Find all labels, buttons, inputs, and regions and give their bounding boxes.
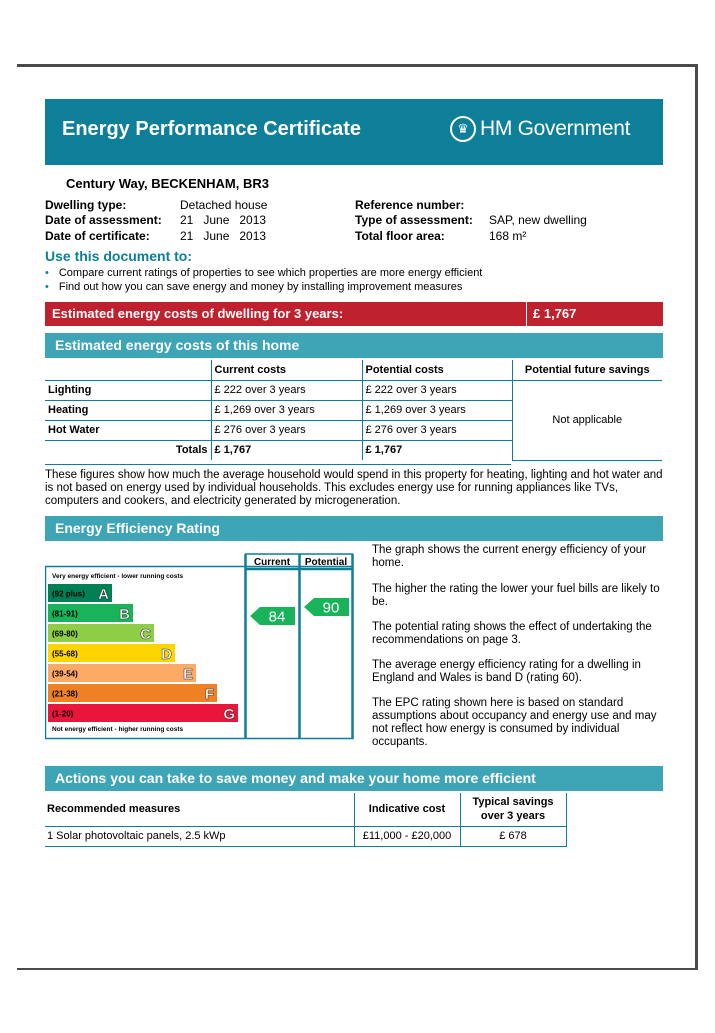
band-range-label: (69-80): [52, 629, 78, 639]
costs-row-label: Lighting: [48, 384, 92, 396]
assessment-type-label: Type of assessment:: [355, 213, 473, 227]
costs-totals-potential: £ 1,767: [362, 440, 512, 460]
band-range-label: (39-54): [52, 669, 78, 679]
costs-header-savings: Potential future savings: [512, 360, 662, 380]
estimated-cost-label: Estimated energy costs of dwelling for 3 years:: [52, 306, 344, 321]
costs-row-potential: £ 276 over 3 years: [362, 420, 512, 440]
costs-row-current: £ 276 over 3 years: [211, 420, 362, 440]
band-range-label: (21-38): [52, 689, 78, 699]
rating-description: The potential rating shows the effect of undertaking the recommendations on page 3.: [372, 621, 652, 646]
dwelling-type-value: Detached house: [180, 198, 268, 212]
floor-area-label: Total floor area:: [355, 229, 445, 243]
measure-name: 1 Solar photovoltaic panels, 2.5 kWp: [45, 826, 354, 846]
band-range-label: (1-20): [52, 709, 74, 719]
band-range-label: (55-68): [52, 649, 78, 659]
potential-column-header: Potential: [304, 557, 348, 568]
band-letter: G: [223, 706, 235, 723]
use-bullet-text: Compare current ratings of properties to see which properties are more energy efficient: [58, 267, 483, 279]
costs-header-blank: [45, 360, 211, 380]
band-letter: C: [140, 626, 151, 643]
bullet-icon: •: [45, 281, 49, 293]
estimated-cost-value: £ 1,767: [533, 306, 577, 321]
top-caption: Very energy efficient - lower running costs: [52, 573, 184, 580]
band-range-label: (92 plus): [52, 589, 85, 599]
costs-row-current: £ 222 over 3 years: [211, 380, 362, 400]
costs-row-potential: £ 222 over 3 years: [362, 380, 512, 400]
band-g: [48, 704, 238, 722]
costs-totals-current: £ 1,767: [211, 440, 362, 460]
costs-savings-value: Not applicable: [512, 380, 662, 460]
band-range-label: (81-91): [52, 609, 78, 619]
royal-crest-icon: ♛: [450, 116, 476, 142]
assessment-date-value: 21 June 2013: [180, 213, 267, 227]
measures-header-cost: Indicative cost: [354, 793, 460, 826]
page-frame-right: [695, 64, 698, 970]
costs-row-current: £ 1,269 over 3 years: [211, 400, 362, 420]
costs-row-label: Heating: [48, 404, 89, 416]
measures-header-saving: Typical savings over 3 years: [460, 793, 566, 826]
rating-description: The average energy efficiency rating for a dwelling in England and Wales is band D (rating 60).: [372, 659, 641, 684]
property-address: Century Way, BECKENHAM, BR3: [66, 176, 269, 191]
reference-number-label: Reference number:: [355, 198, 465, 212]
rating-description: The EPC rating shown here is based on standard assumptions about occupancy and energy use and may not reflect how energy is consumed by individual occupants.: [372, 697, 657, 748]
efficiency-section-title: Energy Efficiency Rating: [55, 520, 220, 536]
costs-row-potential: £ 1,269 over 3 years: [362, 400, 512, 420]
costs-header-current: Current costs: [211, 360, 362, 380]
hm-government-label: HM Government: [480, 117, 631, 140]
use-bullet: [45, 267, 482, 279]
costs-table-label-rule: [45, 380, 211, 381]
band-letter: A: [98, 586, 109, 603]
costs-totals-label: Totals: [175, 444, 208, 457]
rating-description: The higher the rating the lower your fuel bills are likely to be.: [372, 583, 660, 608]
use-bullet-text: Find out how you can save energy and money by installing improvement measures: [58, 281, 463, 293]
certificate-date-value: 21 June 2013: [180, 229, 267, 243]
measures-table: [45, 793, 567, 847]
efficiency-rating-graph: [45, 552, 355, 740]
measure-cost: £11,000 - £20,000: [354, 826, 460, 846]
band-letter: D: [161, 646, 172, 663]
use-bullet: [45, 281, 462, 293]
certificate-date-label: Date of certificate:: [45, 229, 150, 243]
measure-saving: £ 678: [460, 826, 566, 846]
assessment-type-value: SAP, new dwelling: [489, 213, 587, 227]
dwelling-type-label: Dwelling type:: [45, 198, 127, 212]
band-letter: E: [182, 666, 193, 683]
costs-table-bottom-rule: [45, 464, 511, 465]
current-rating-value: 84: [268, 608, 286, 626]
costs-row-label: Hot Water: [48, 424, 100, 436]
band-letter: F: [204, 686, 214, 703]
certificate-title: Energy Performance Certificate: [62, 118, 362, 140]
rating-bands: [48, 584, 238, 723]
costs-header-potential: Potential costs: [362, 360, 512, 380]
page-frame-bottom: [17, 968, 698, 970]
bottom-caption: Not energy efficient - higher running costs: [52, 726, 184, 733]
assessment-date-label: Date of assessment:: [45, 213, 162, 227]
rating-description: The graph shows the current energy efficiency of your home.: [372, 544, 647, 569]
potential-rating-value: 90: [322, 599, 340, 617]
current-column-header: Current: [253, 557, 291, 568]
measures-header-measure: Recommended measures: [45, 793, 354, 826]
costs-table: [45, 360, 662, 461]
band-letter: B: [119, 606, 130, 623]
hm-government-logo: [450, 116, 630, 142]
costs-section-title: Estimated energy costs of this home: [55, 337, 300, 353]
floor-area-value: 168 m²: [489, 229, 527, 243]
use-document-title: Use this document to:: [45, 248, 193, 264]
page-frame-top: [17, 64, 698, 67]
bullet-icon: •: [45, 267, 49, 279]
costs-note: These figures show how much the average household would spend in this property for heating, lighting and hot water and is not based on energy used by individual households. This excludes energy use for running appliances like TVs, computers and cookers, and electricity generated by microgeneration.: [45, 469, 663, 507]
actions-section-title: Actions you can take to save money and make your home more efficient: [55, 770, 536, 786]
